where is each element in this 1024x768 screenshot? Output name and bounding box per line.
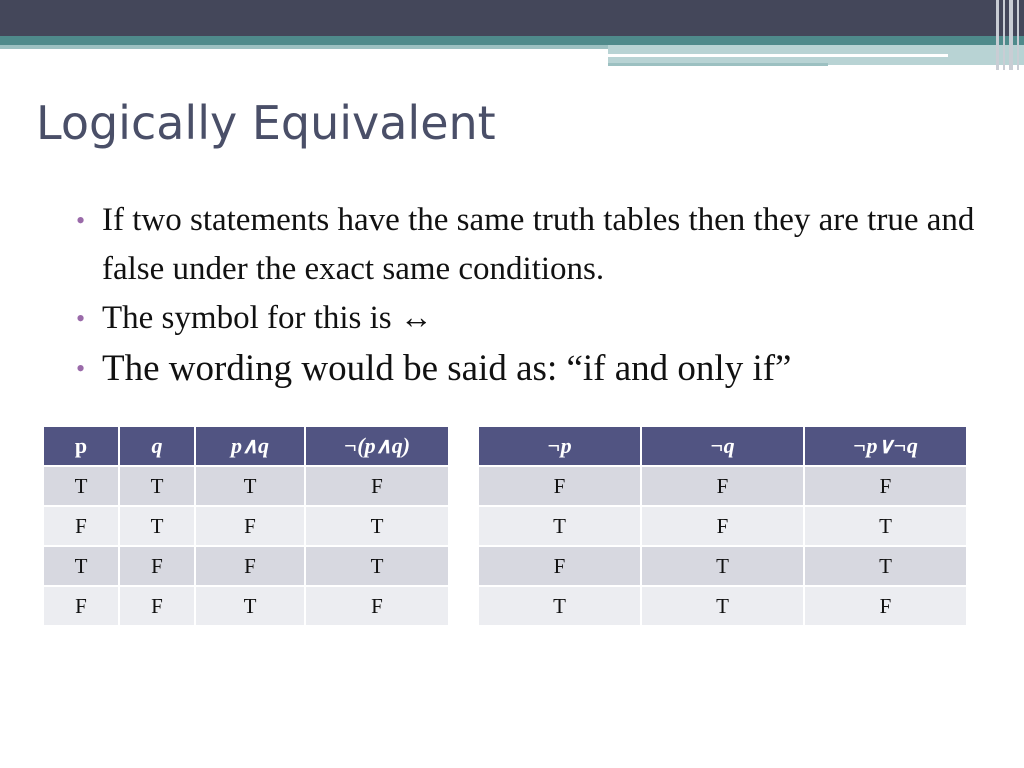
header-accent-line	[608, 63, 828, 66]
bullet-text: If two statements have the same truth tables then they are true and false under the exact same conditions.	[102, 202, 975, 287]
table-cell: F	[196, 547, 304, 585]
column-header: ¬p	[479, 427, 640, 465]
bullet-icon: •	[76, 354, 86, 383]
bullet-list	[76, 196, 976, 395]
column-header: ¬p∨¬q	[805, 427, 966, 465]
header-band-dark	[0, 0, 1024, 36]
table-cell: T	[196, 587, 304, 625]
table-row	[479, 507, 966, 545]
table-header-row	[44, 427, 448, 465]
table-cell: T	[805, 547, 966, 585]
column-header: ¬(p∧q)	[306, 427, 448, 465]
bullet-item	[76, 294, 976, 343]
bullet-item	[76, 196, 976, 294]
header-accent-line	[608, 54, 948, 57]
truth-table-conjunction	[42, 425, 450, 627]
table-cell: F	[805, 587, 966, 625]
table-cell: F	[120, 587, 194, 625]
table-cell: F	[120, 547, 194, 585]
slide-title: Logically Equivalent	[36, 96, 496, 150]
header-band-teal	[0, 36, 1024, 45]
table-cell: F	[196, 507, 304, 545]
table-cell: F	[479, 467, 640, 505]
header-edge-stripes	[994, 0, 1024, 70]
table-row	[479, 467, 966, 505]
bullet-item	[76, 343, 976, 395]
table-cell: T	[44, 547, 118, 585]
bullet-icon: •	[76, 304, 86, 333]
bullet-text: The symbol for this is ↔	[102, 300, 433, 336]
bullet-icon: •	[76, 206, 86, 235]
column-header: p∧q	[196, 427, 304, 465]
table-row	[44, 467, 448, 505]
table-cell: T	[306, 547, 448, 585]
table-cell: F	[44, 587, 118, 625]
table-row	[44, 587, 448, 625]
table-cell: F	[306, 467, 448, 505]
table-cell: F	[805, 467, 966, 505]
table-header-row	[479, 427, 966, 465]
column-header: ¬q	[642, 427, 803, 465]
header-accent-line	[0, 45, 608, 49]
table-cell: T	[479, 587, 640, 625]
table-cell: T	[44, 467, 118, 505]
bullet-text: The wording would be said as: “if and only if”	[102, 348, 792, 389]
table-cell: T	[120, 507, 194, 545]
table-cell: T	[805, 507, 966, 545]
table-cell: T	[642, 587, 803, 625]
table-cell: T	[306, 507, 448, 545]
table-cell: T	[120, 467, 194, 505]
truth-table-disjunction	[477, 425, 968, 627]
table-cell: F	[306, 587, 448, 625]
column-header: p	[44, 427, 118, 465]
table-cell: F	[44, 507, 118, 545]
table-cell: T	[479, 507, 640, 545]
table-cell: F	[479, 547, 640, 585]
table-cell: F	[642, 467, 803, 505]
column-header: q	[120, 427, 194, 465]
table-cell: T	[642, 547, 803, 585]
table-row	[479, 587, 966, 625]
table-row	[44, 507, 448, 545]
table-cell: F	[642, 507, 803, 545]
table-cell: T	[196, 467, 304, 505]
table-row	[44, 547, 448, 585]
table-row	[479, 547, 966, 585]
